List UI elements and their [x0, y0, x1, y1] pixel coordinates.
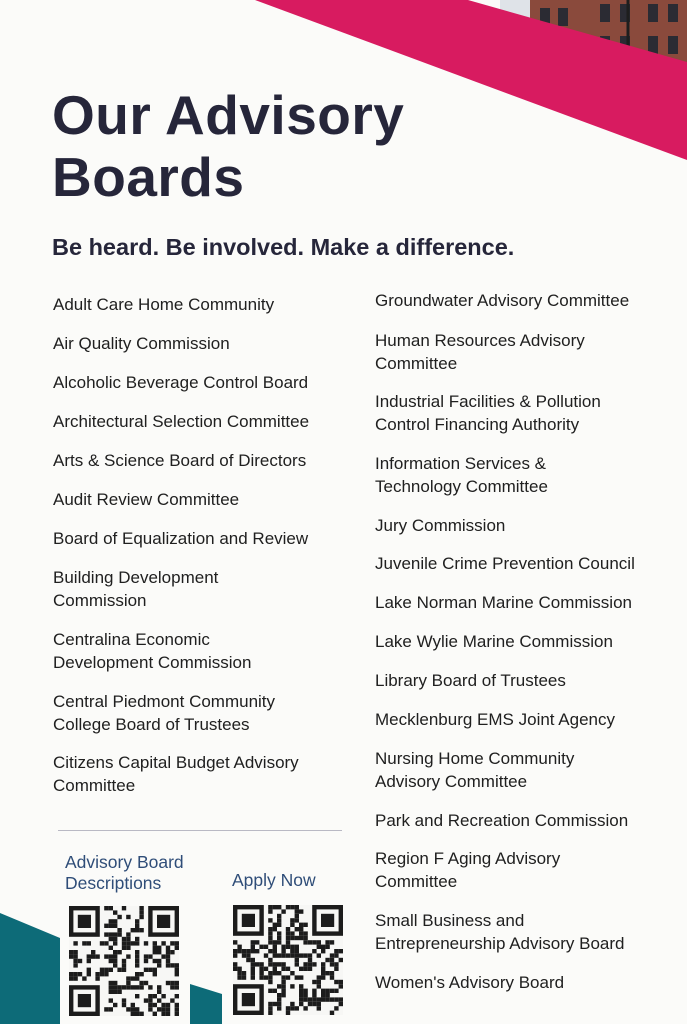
list-item: Board of Equalization and Review	[53, 529, 309, 548]
title-line-1: Our Advisory	[52, 84, 405, 146]
list-item: Groundwater Advisory Committee	[375, 291, 630, 310]
apply-now-qr-code-icon[interactable]	[232, 905, 344, 1015]
list-item: Mecklenburg EMS Joint Agency	[375, 710, 616, 729]
list-item: Information Services & Technology Committee	[375, 454, 548, 496]
list-item: Lake Norman Marine Commission	[375, 593, 632, 612]
list-item: Nursing Home Community Advisory Committee	[375, 749, 575, 791]
tagline: Be heard. Be involved. Make a difference.	[52, 234, 515, 260]
list-item: Air Quality Commission	[53, 334, 230, 353]
list-item: Jury Commission	[375, 516, 506, 535]
list-item: Architectural Selection Committee	[53, 412, 310, 431]
descriptions-qr-code-icon[interactable]	[68, 906, 180, 1016]
list-item: Building Development Commission	[53, 568, 219, 610]
list-item: Library Board of Trustees	[375, 671, 566, 690]
list-item: Centralina Economic Development Commission	[53, 630, 252, 672]
list-item: Women's Advisory Board	[375, 973, 565, 992]
list-item: Citizens Capital Budget Advisory Committee	[53, 753, 299, 795]
list-item: Industrial Facilities & Pollution Control Financing Authority	[375, 392, 601, 434]
divider	[58, 830, 342, 831]
list-item: Alcoholic Beverage Control Board	[53, 373, 309, 392]
list-item: Park and Recreation Commission	[375, 811, 629, 830]
list-item: Region F Aging Advisory Committee	[375, 849, 561, 891]
title-line-2: Boards	[52, 146, 245, 208]
list-item: Lake Wylie Marine Commission	[375, 632, 613, 651]
page-title	[52, 84, 404, 208]
teal-accent-corner	[0, 913, 60, 1024]
list-item: Audit Review Committee	[53, 490, 240, 509]
list-item: Human Resources Advisory Committee	[375, 331, 585, 373]
list-item: Arts & Science Board of Directors	[53, 451, 307, 470]
list-item: Juvenile Crime Prevention Council	[375, 554, 635, 573]
descriptions-qr-label: Advisory Board Descriptions	[65, 852, 184, 893]
list-item: Small Business and Entrepreneurship Advisory Board	[375, 911, 625, 953]
apply-now-qr-label: Apply Now	[232, 870, 316, 890]
list-item: Central Piedmont Community College Board of Trustees	[53, 692, 276, 734]
list-item: Adult Care Home Community	[53, 295, 275, 314]
